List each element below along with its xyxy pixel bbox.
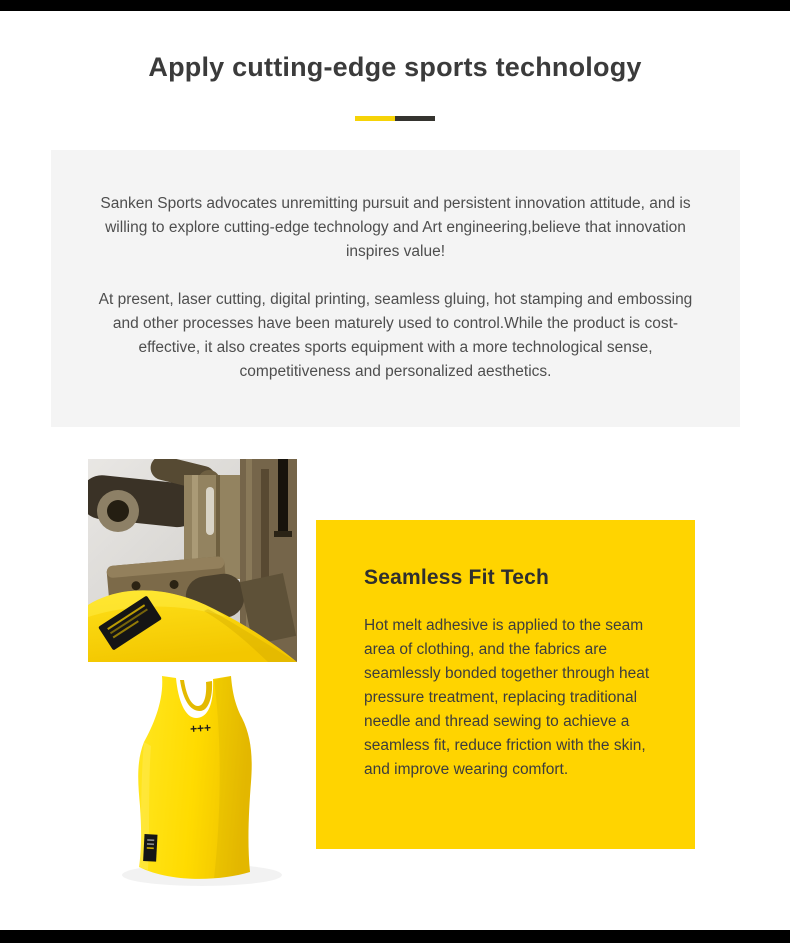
title-divider bbox=[355, 116, 435, 121]
machine-photo-graphic bbox=[88, 459, 297, 662]
divider-yellow-segment bbox=[355, 116, 395, 121]
divider-dark-segment bbox=[395, 116, 435, 121]
yellow-tank-top-photo bbox=[110, 666, 292, 890]
intro-paragraph-1: Sanken Sports advocates unremitting pursuit and persistent innovation attitude, and is willing to explore cutting-edge technology and Art engineering,believe that innovation inspires value! bbox=[100, 195, 691, 260]
feature-card bbox=[316, 520, 695, 849]
intro-paragraph-2: At present, laser cutting, digital printing, seamless gluing, hot stamping and embossing and other processes have been maturely used to control.While the product is cost-effective, it also creates sports equipment with a more technological sense, competitiveness and personalized aesthetics. bbox=[98, 291, 693, 380]
bottom-border-bar bbox=[0, 930, 790, 943]
hem-label bbox=[143, 834, 157, 862]
feature-body: Hot melt adhesive is applied to the seam area of clothing, and the fabrics are seamlessly bonded together through heat pressure treatment, replacing traditional needle and thread sewing to achieve a seamless fit, reduce friction with the skin, and improve wearing comfort. bbox=[364, 617, 650, 778]
top-border-bar bbox=[0, 0, 790, 11]
intro-panel bbox=[51, 150, 740, 427]
tank-top-graphic bbox=[110, 666, 292, 890]
page-title: Apply cutting-edge sports technology bbox=[148, 52, 642, 82]
seam-bonding-machine-photo bbox=[88, 459, 297, 662]
brand-logo-mark: +++ bbox=[189, 720, 212, 737]
feature-heading: Seamless Fit Tech bbox=[364, 566, 550, 589]
